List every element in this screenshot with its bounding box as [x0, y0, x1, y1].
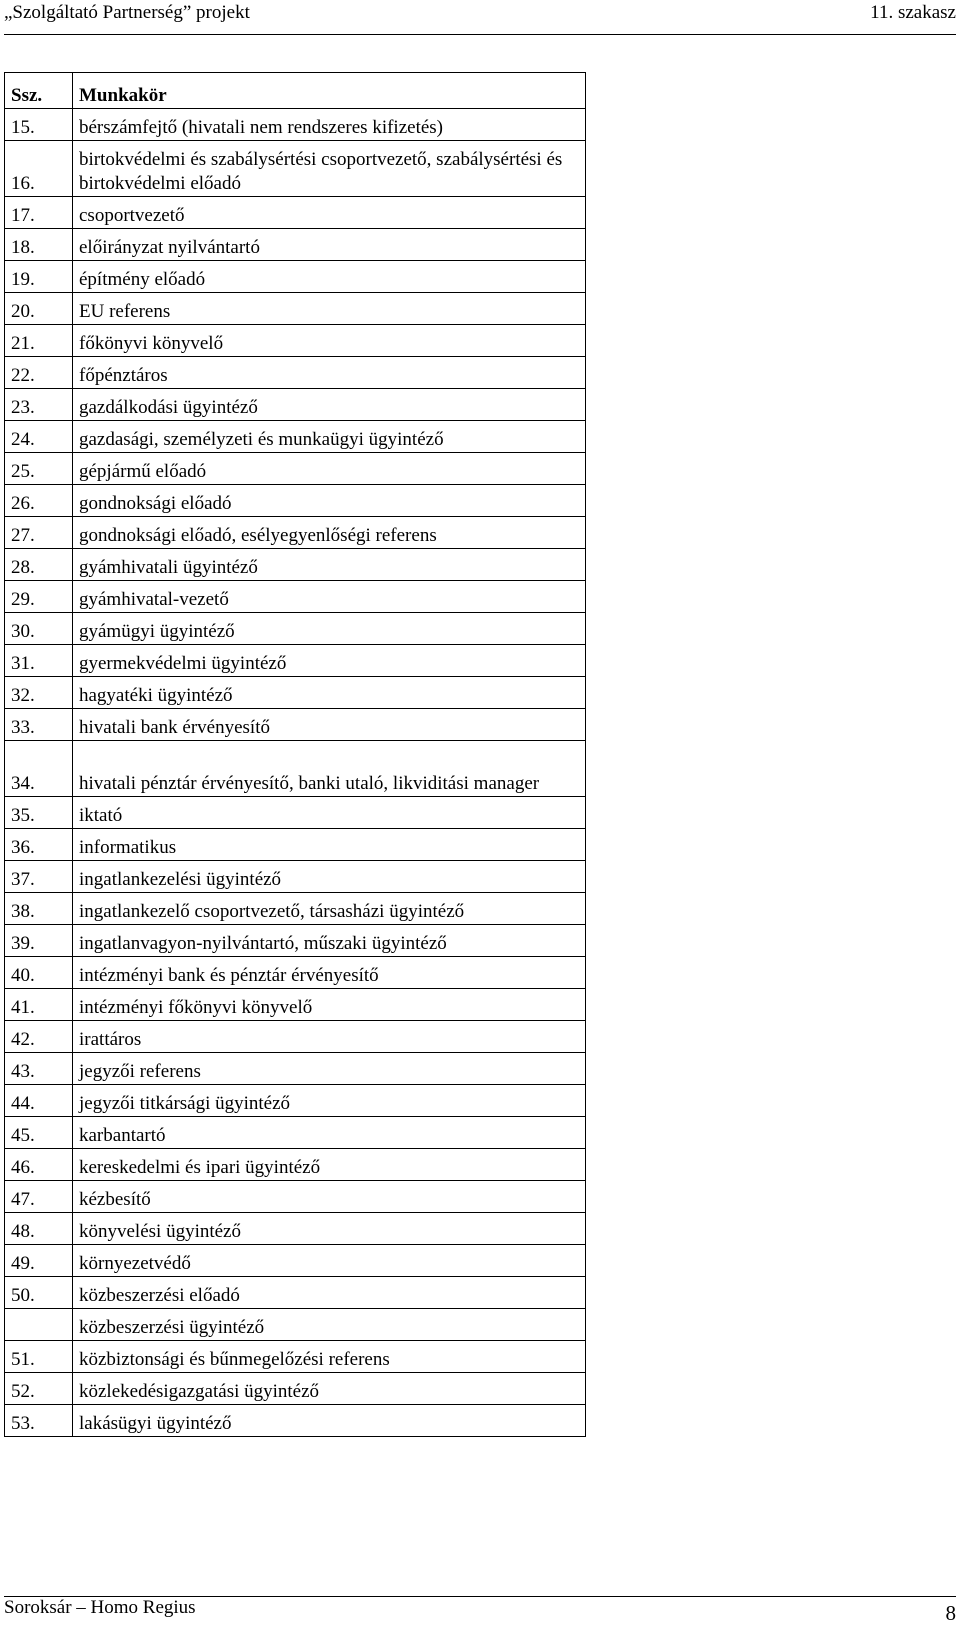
table-row: [5, 581, 586, 613]
row-number: 52.: [5, 1373, 73, 1405]
job-title: főkönyvi könyvelő: [73, 325, 586, 357]
job-title: lakásügyi ügyintéző: [73, 1405, 586, 1437]
column-header-number: Ssz.: [5, 73, 73, 109]
table-row: [5, 1181, 586, 1213]
table-row: [5, 1149, 586, 1181]
job-title: környezetvédő: [73, 1245, 586, 1277]
table-row: [5, 261, 586, 293]
table-row: [5, 645, 586, 677]
job-title: gyámhivatal-vezető: [73, 581, 586, 613]
table-row: [5, 1213, 586, 1245]
job-title: építmény előadó: [73, 261, 586, 293]
row-number: 29.: [5, 581, 73, 613]
job-title: gépjármű előadó: [73, 453, 586, 485]
row-number: 26.: [5, 485, 73, 517]
page-header: [4, 0, 956, 35]
row-number: 25.: [5, 453, 73, 485]
job-title: közbeszerzési előadó: [73, 1277, 586, 1309]
table-row: [5, 517, 586, 549]
job-title: jegyzői referens: [73, 1053, 586, 1085]
row-number: 21.: [5, 325, 73, 357]
table-row: [5, 893, 586, 925]
table-row: [5, 709, 586, 741]
table-header-row: [5, 73, 586, 109]
row-number: 47.: [5, 1181, 73, 1213]
job-title: jegyzői titkársági ügyintéző: [73, 1085, 586, 1117]
table-row: [5, 1277, 586, 1309]
row-number: 49.: [5, 1245, 73, 1277]
row-number: 15.: [5, 109, 73, 141]
table-row: [5, 613, 586, 645]
row-number: 40.: [5, 957, 73, 989]
row-number: [5, 1309, 73, 1341]
table-row: [5, 925, 586, 957]
job-title: közbeszerzési ügyintéző: [73, 1309, 586, 1341]
row-number: 48.: [5, 1213, 73, 1245]
job-title: közbiztonsági és bűnmegelőzési referens: [73, 1341, 586, 1373]
row-number: 34.: [5, 741, 73, 797]
table-row: [5, 421, 586, 453]
table-row: [5, 109, 586, 141]
table-row: [5, 229, 586, 261]
row-number: 53.: [5, 1405, 73, 1437]
row-number: 23.: [5, 389, 73, 421]
job-title: kézbesítő: [73, 1181, 586, 1213]
job-title: ingatlanvagyon-nyilvántartó, műszaki ügyintéző: [73, 925, 586, 957]
row-number: 33.: [5, 709, 73, 741]
row-number: 44.: [5, 1085, 73, 1117]
page-footer: [4, 1596, 956, 1625]
table-row: [5, 797, 586, 829]
job-title: gazdálkodási ügyintéző: [73, 389, 586, 421]
column-header-job-title: Munkakör: [73, 73, 586, 109]
job-title: könyvelési ügyintéző: [73, 1213, 586, 1245]
row-number: 38.: [5, 893, 73, 925]
row-number: 30.: [5, 613, 73, 645]
table-row: [5, 1309, 586, 1341]
row-number: 32.: [5, 677, 73, 709]
row-number: 36.: [5, 829, 73, 861]
table-row: [5, 989, 586, 1021]
header-project-title: „Szolgáltató Partnerség” projekt: [4, 2, 250, 23]
table-row: [5, 453, 586, 485]
job-title: birtokvédelmi és szabálysértési csoportvezető, szabálysértési és birtokvédelmi előadó: [73, 141, 586, 197]
table-row: [5, 1373, 586, 1405]
row-number: 46.: [5, 1149, 73, 1181]
row-number: 17.: [5, 197, 73, 229]
row-number: 27.: [5, 517, 73, 549]
job-title: iktató: [73, 797, 586, 829]
table-row: [5, 1053, 586, 1085]
row-number: 24.: [5, 421, 73, 453]
row-number: 51.: [5, 1341, 73, 1373]
row-number: 43.: [5, 1053, 73, 1085]
job-title: főpénztáros: [73, 357, 586, 389]
job-title: gazdasági, személyzeti és munkaügyi ügyintéző: [73, 421, 586, 453]
job-title: intézményi bank és pénztár érvényesítő: [73, 957, 586, 989]
table-row: [5, 293, 586, 325]
job-title: ingatlankezelő csoportvezető, társasházi ügyintéző: [73, 893, 586, 925]
job-title: kereskedelmi és ipari ügyintéző: [73, 1149, 586, 1181]
row-number: 18.: [5, 229, 73, 261]
job-title: karbantartó: [73, 1117, 586, 1149]
table-row: [5, 1245, 586, 1277]
table-row: [5, 197, 586, 229]
row-number: 37.: [5, 861, 73, 893]
footer-organization: Soroksár – Homo Regius: [4, 1597, 196, 1618]
page-number: 8: [945, 1601, 956, 1625]
row-number: 45.: [5, 1117, 73, 1149]
table-row: [5, 1405, 586, 1437]
row-number: 19.: [5, 261, 73, 293]
job-title: közlekedésigazgatási ügyintéző: [73, 1373, 586, 1405]
job-title: gyermekvédelmi ügyintéző: [73, 645, 586, 677]
job-title-table: [4, 72, 586, 1437]
table-row: [5, 485, 586, 517]
row-number: 42.: [5, 1021, 73, 1053]
table-row: [5, 1117, 586, 1149]
table-row: [5, 357, 586, 389]
row-number: 22.: [5, 357, 73, 389]
job-title: gyámügyi ügyintéző: [73, 613, 586, 645]
row-number: 35.: [5, 797, 73, 829]
job-title: csoportvezető: [73, 197, 586, 229]
table-row: [5, 957, 586, 989]
job-title: intézményi főkönyvi könyvelő: [73, 989, 586, 1021]
header-section-label: 11. szakasz: [870, 2, 956, 23]
job-title: előirányzat nyilvántartó: [73, 229, 586, 261]
job-title: gondnoksági előadó: [73, 485, 586, 517]
job-title: hivatali pénztár érvényesítő, banki utaló, likviditási manager: [73, 741, 586, 797]
table-row: [5, 1021, 586, 1053]
table-row: [5, 741, 586, 797]
job-title: irattáros: [73, 1021, 586, 1053]
job-title: gondnoksági előadó, esélyegyenlőségi referens: [73, 517, 586, 549]
row-number: 39.: [5, 925, 73, 957]
row-number: 50.: [5, 1277, 73, 1309]
job-title: EU referens: [73, 293, 586, 325]
table-row: [5, 1341, 586, 1373]
job-title: hagyatéki ügyintéző: [73, 677, 586, 709]
row-number: 31.: [5, 645, 73, 677]
table-row: [5, 389, 586, 421]
table-row: [5, 1085, 586, 1117]
job-title: informatikus: [73, 829, 586, 861]
row-number: 41.: [5, 989, 73, 1021]
row-number: 16.: [5, 141, 73, 197]
job-title: hivatali bank érvényesítő: [73, 709, 586, 741]
table-row: [5, 325, 586, 357]
table-row: [5, 829, 586, 861]
row-number: 20.: [5, 293, 73, 325]
row-number: 28.: [5, 549, 73, 581]
job-title: gyámhivatali ügyintéző: [73, 549, 586, 581]
job-title: bérszámfejtő (hivatali nem rendszeres kifizetés): [73, 109, 586, 141]
table-row: [5, 677, 586, 709]
job-title: ingatlankezelési ügyintéző: [73, 861, 586, 893]
table-row: [5, 549, 586, 581]
table-row: [5, 861, 586, 893]
table-row: [5, 141, 586, 197]
